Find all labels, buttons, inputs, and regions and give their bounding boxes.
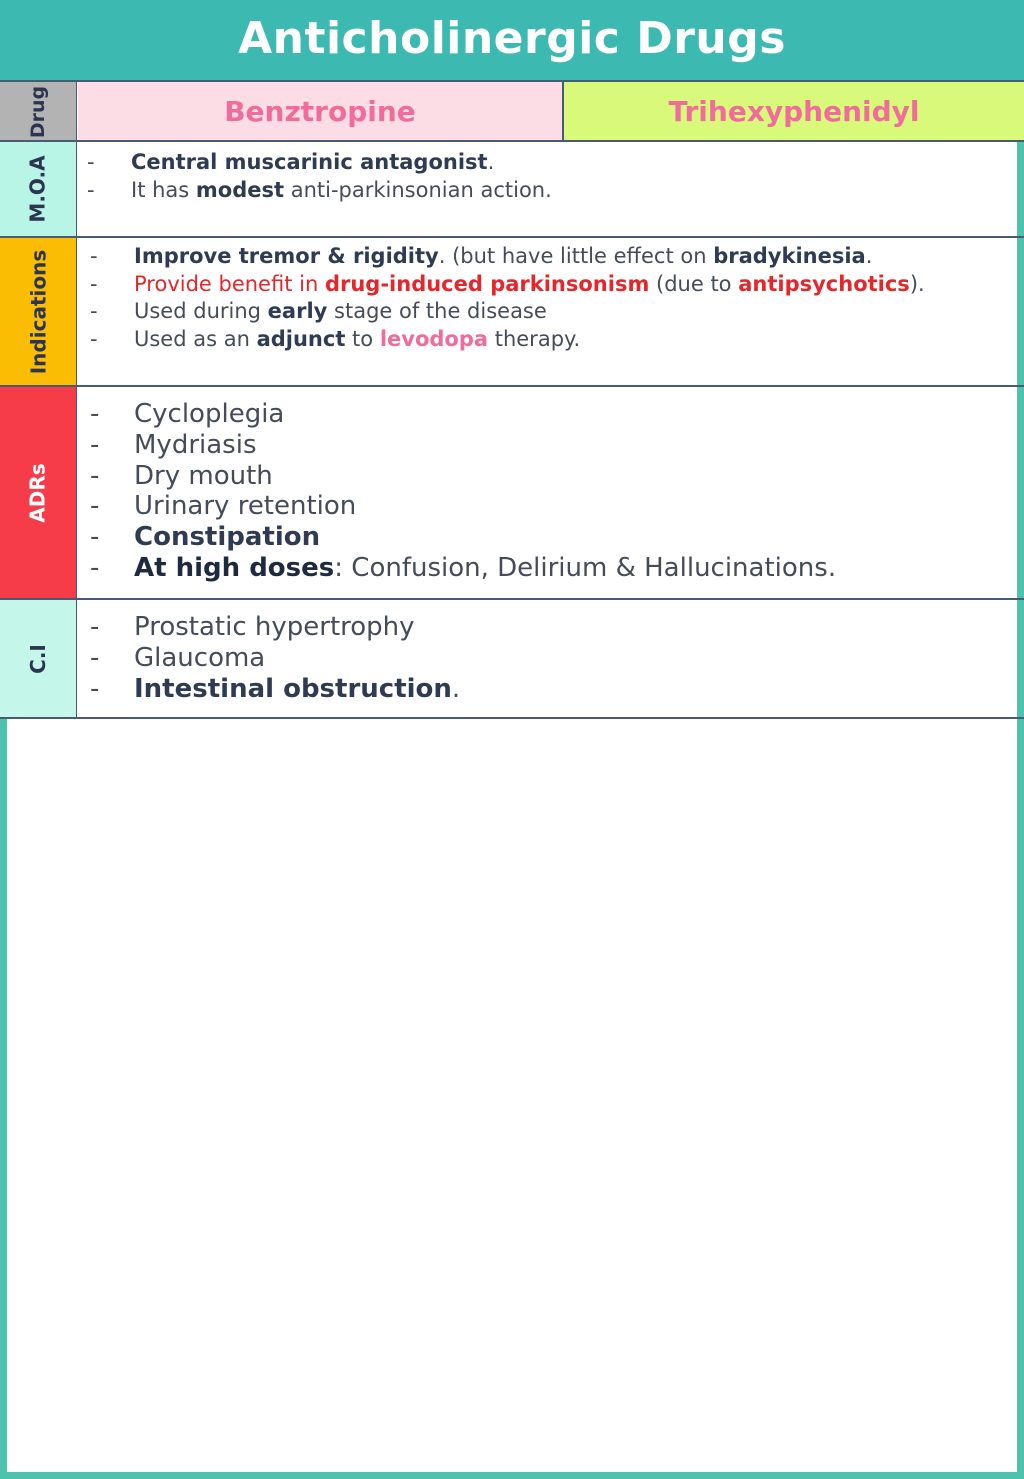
list-item: - Urinary retention [90, 491, 357, 522]
list-item: - Improve tremor & rigidity. (but have little effect on bradykinesia. [90, 244, 873, 268]
adrs-row [0, 387, 1024, 599]
page-title: Anticholinergic Drugs [238, 12, 786, 64]
indications-row [0, 238, 1024, 386]
divider [0, 717, 1024, 719]
list-item: - Constipation [90, 522, 321, 553]
benztropine-header: Benztropine [224, 95, 416, 128]
indications-content [77, 238, 1024, 386]
list-item: - Prostatic hypertrophy [90, 612, 415, 642]
moa-label-cell [0, 142, 77, 236]
list-item: - Intestinal obstruction. [90, 674, 461, 704]
list-item: - Dry mouth [90, 460, 273, 491]
moa-row [0, 142, 1024, 236]
benztropine-cell [78, 82, 564, 141]
list-item: - At high doses: Confusion, Delirium & Hallucinations. [90, 552, 837, 583]
drug-row [0, 82, 1024, 141]
trihexyphenidyl-cell [564, 82, 1024, 141]
title-bar [0, 0, 1024, 82]
adrs-content [77, 387, 1024, 599]
ci-list [90, 612, 461, 705]
list-item: - Mydriasis [90, 429, 257, 460]
list-item: - Used as an adjunct to levodopa therapy. [90, 326, 581, 351]
adrs-list [90, 399, 837, 584]
moa-list [87, 148, 552, 204]
list-item: - It has modest anti-parkinsonian action. [87, 178, 552, 202]
trihexyphenidyl-header: Trihexyphenidyl [668, 95, 920, 128]
indications-label: Indications [26, 249, 51, 375]
adrs-label-cell [0, 387, 77, 599]
list-item: - Cycloplegia [90, 399, 285, 429]
list-item: - Provide benefit in drug-induced parkinsonism (due to antipsychotics). [90, 271, 925, 296]
drug-label-cell [0, 82, 77, 141]
list-item: - Central muscarinic antagonist. [87, 150, 495, 174]
ci-label: C.I [26, 643, 50, 674]
list-item: - Glaucoma [90, 643, 266, 673]
moa-content [77, 142, 1024, 236]
list-item: - Used during early stage of the disease [90, 299, 547, 323]
moa-label: M.O.A [25, 155, 50, 223]
ci-row [0, 600, 1024, 717]
adrs-label: ADRs [25, 463, 50, 523]
indications-list [90, 243, 925, 353]
ci-content [77, 600, 1024, 717]
ci-label-cell [0, 600, 77, 717]
indications-label-cell [0, 238, 77, 386]
drug-label: Drug [27, 85, 49, 138]
